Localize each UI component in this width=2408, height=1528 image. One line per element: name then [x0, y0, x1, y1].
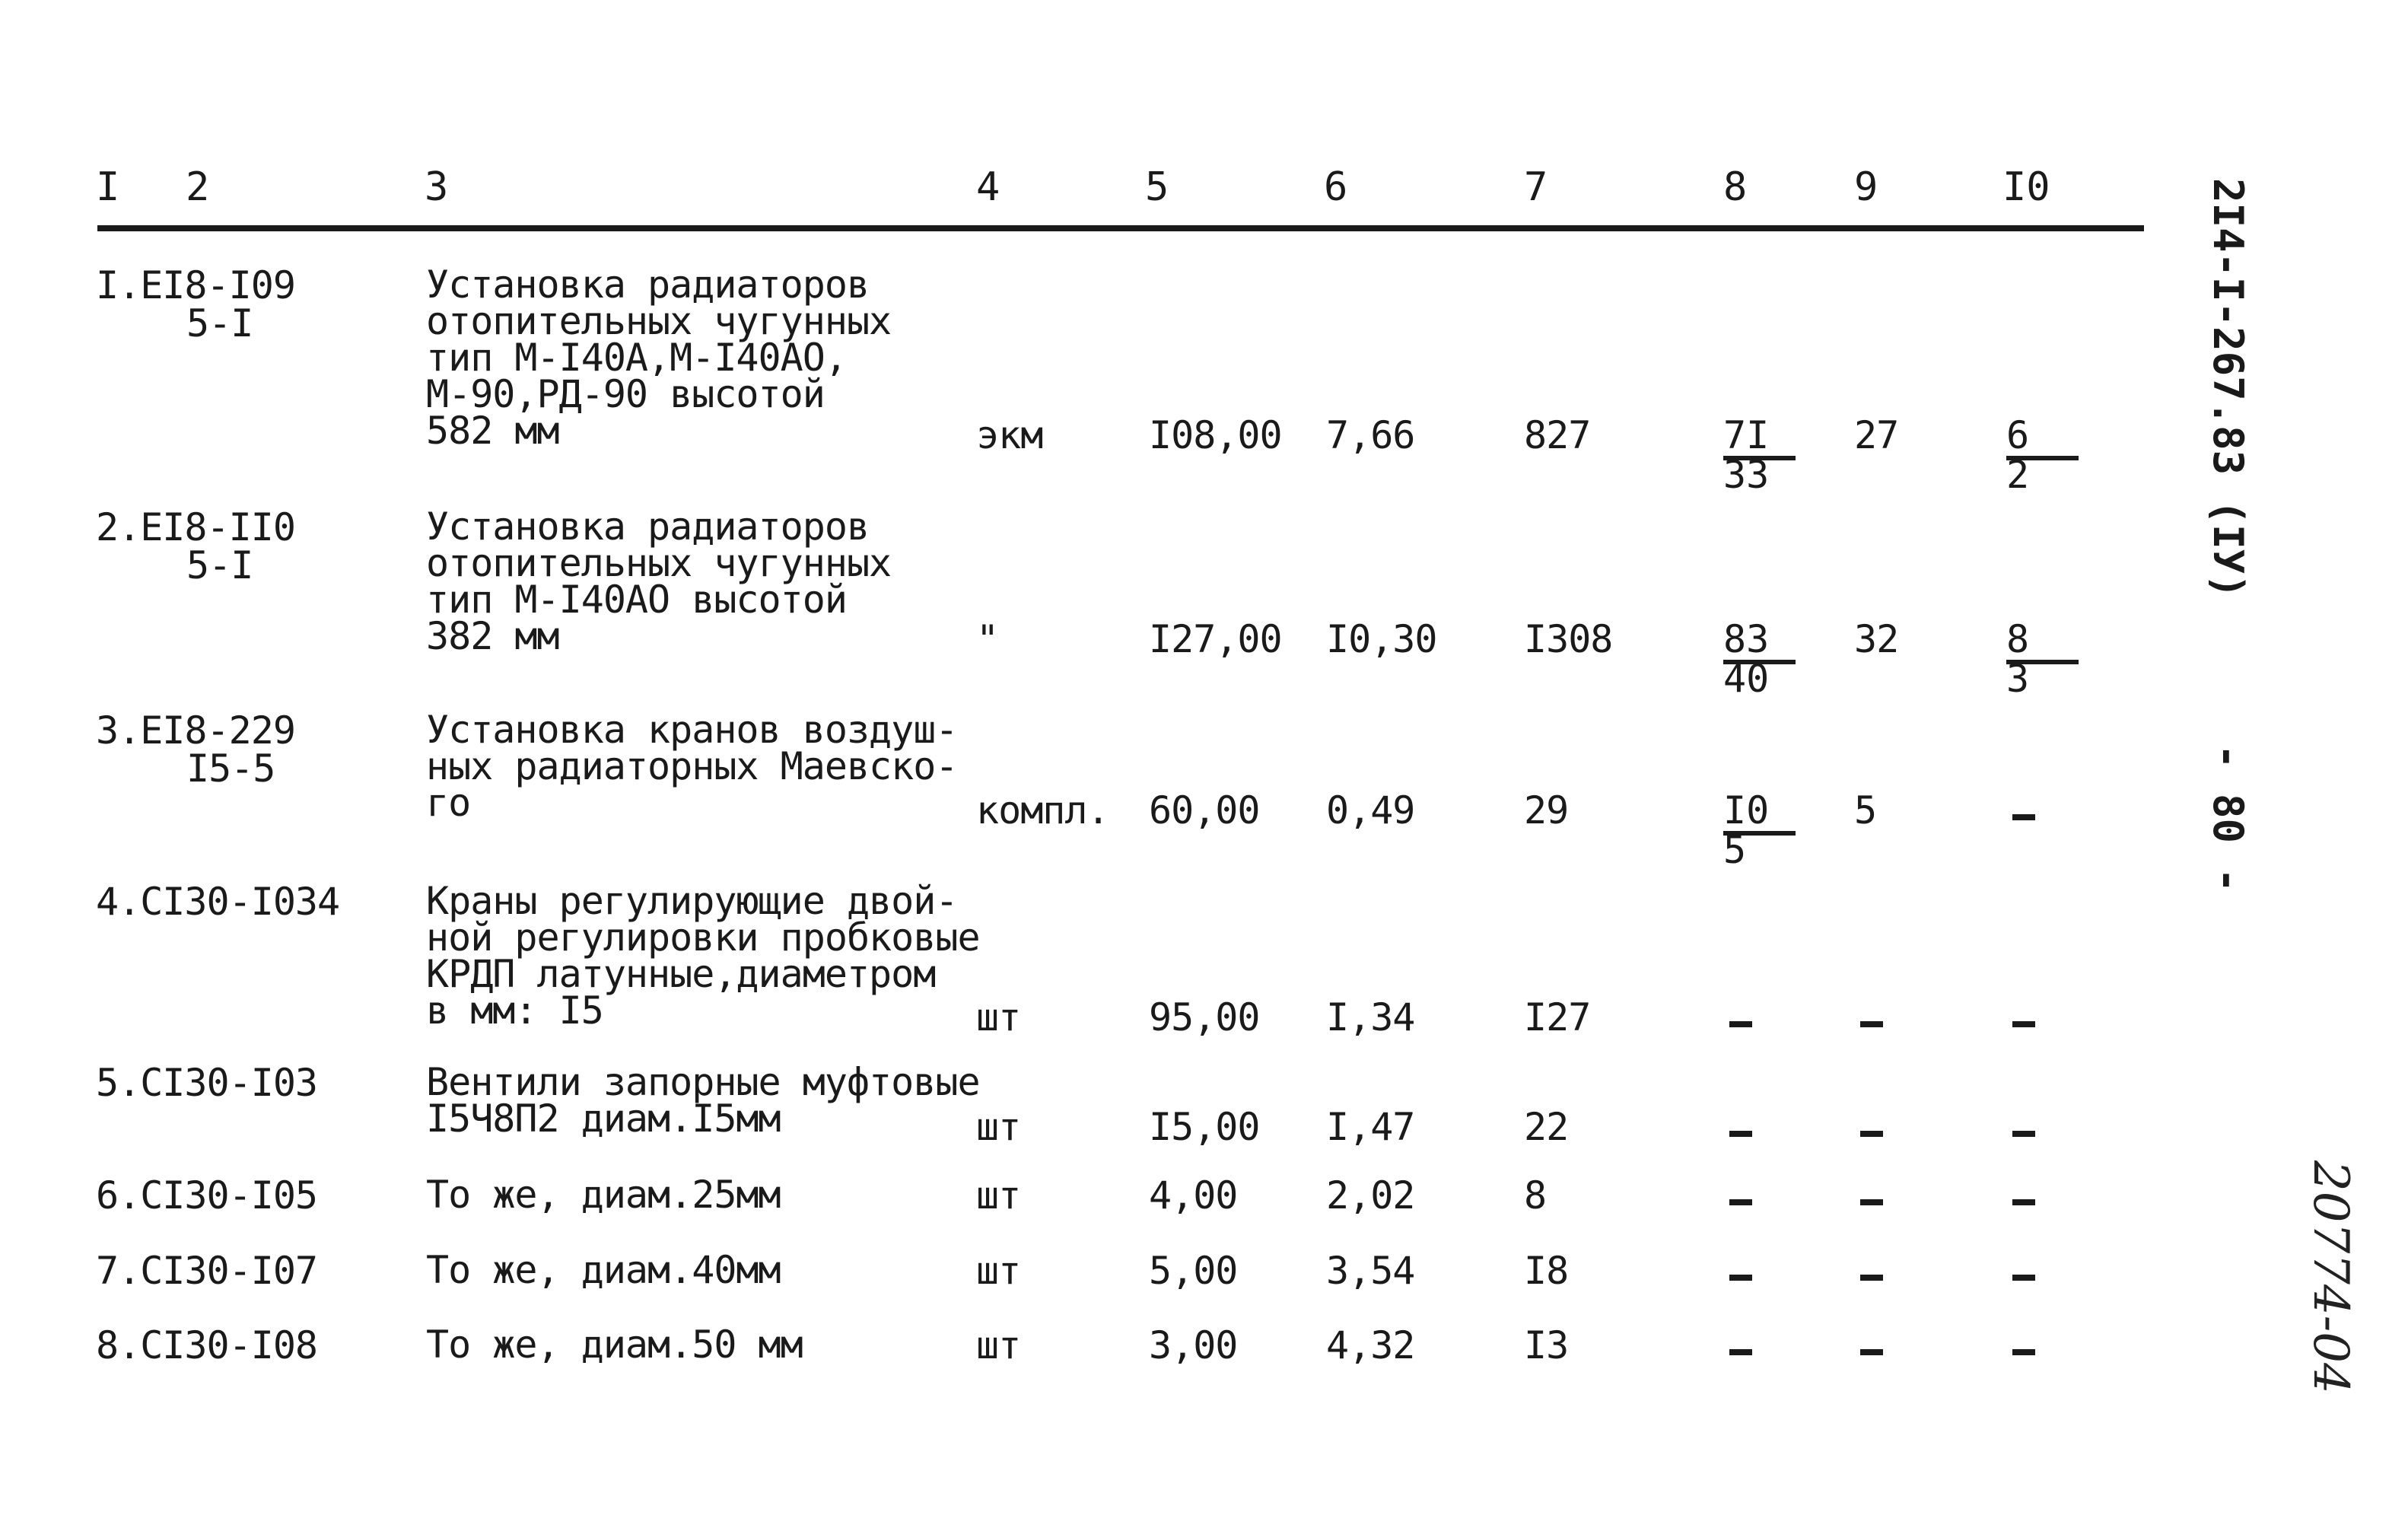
row-code: 3.EI8-229 [96, 708, 295, 753]
row-code: 2.EI8-II0 [96, 505, 295, 549]
cell-7: 827 [1524, 413, 1591, 457]
column-header-7: 7 [1524, 164, 1548, 210]
row-code: 6.CI30-I05 [96, 1173, 318, 1218]
row-description: Краны регулирующие двой- ной регулировки пробковые КРДП латунные,диаметром в мм: I5 [426, 879, 980, 1033]
cell-unit: шт [976, 1323, 1021, 1367]
cell-7: 22 [1524, 1105, 1569, 1149]
column-header-8: 8 [1723, 164, 1748, 210]
header-rule [97, 225, 2144, 231]
cell-quantity: 95,00 [1149, 995, 1260, 1039]
fraction-c10 [2006, 617, 2079, 701]
row-code: 5.CI30-I03 [96, 1061, 318, 1105]
fraction-numerator: 83 [1723, 617, 1770, 661]
cell-9: 5 [1854, 788, 1877, 832]
handwritten-number: 20774-04 [2302, 1160, 2359, 1394]
fraction-c8 [1723, 413, 1796, 497]
cell-unit: шт [976, 1173, 1021, 1218]
dash-c8 [1729, 1021, 1752, 1027]
dash-c9 [1860, 1199, 1883, 1205]
column-header-5: 5 [1145, 164, 1169, 210]
dash-c10 [2012, 1275, 2035, 1281]
column-header-1: I [96, 164, 120, 210]
cell-unit: компл. [976, 788, 1109, 832]
dash-c8 [1729, 1275, 1752, 1281]
cell-9: 27 [1854, 413, 1899, 457]
row-description: Установка радиаторов отопительных чугунных тип М-I40А,М-I40АО, М-90,РД-90 высотой 582 мм [426, 263, 892, 453]
cell-6: I0,30 [1326, 617, 1437, 661]
row-subcode: 5-I [186, 301, 253, 345]
row-description: Установка кранов воздуш- ных радиаторных Маевско- го [426, 708, 958, 825]
cell-6: I,47 [1326, 1105, 1415, 1149]
fraction-denominator: 5 [1723, 828, 1747, 872]
cell-7: I308 [1524, 617, 1613, 661]
cell-quantity: 4,00 [1149, 1173, 1238, 1218]
cell-unit: шт [976, 1105, 1021, 1149]
column-header-2: 2 [186, 164, 210, 210]
fraction-c8 [1723, 617, 1796, 701]
row-description: То же, диам.25мм [426, 1173, 781, 1217]
cell-unit: шт [976, 995, 1021, 1039]
dash-c10 [2012, 1021, 2035, 1027]
cell-7: 8 [1524, 1173, 1547, 1218]
cell-6: 0,49 [1326, 788, 1415, 832]
row-code: 7.CI30-I07 [96, 1249, 318, 1293]
cell-quantity: 3,00 [1149, 1323, 1238, 1367]
dash-c10 [2012, 814, 2035, 820]
dash-c10 [2012, 1131, 2035, 1137]
fraction-c10 [2006, 413, 2079, 497]
row-description: Установка радиаторов отопительных чугунных тип М-I40АО высотой 382 мм [426, 505, 892, 658]
cell-9: 32 [1854, 617, 1899, 661]
cell-6: I,34 [1326, 995, 1415, 1039]
row-subcode: 5-I [186, 543, 253, 587]
row-code: 8.CI30-I08 [96, 1323, 318, 1367]
column-header-3: 3 [425, 164, 449, 210]
column-header-4: 4 [976, 164, 1000, 210]
cell-6: 3,54 [1326, 1249, 1415, 1293]
cell-quantity: I27,00 [1149, 617, 1282, 661]
row-code: I.EI8-I09 [96, 263, 295, 307]
fraction-denominator: 33 [1723, 453, 1770, 497]
dash-c8 [1729, 1199, 1752, 1205]
fraction-numerator: 8 [2006, 617, 2030, 661]
dash-c10 [2012, 1199, 2035, 1205]
cell-unit: шт [976, 1249, 1021, 1293]
cell-7: 29 [1524, 788, 1569, 832]
row-description: Вентили запорные муфтовые I5Ч8П2 диам.I5мм [426, 1060, 980, 1141]
cell-unit: " [976, 617, 999, 661]
fraction-numerator: I0 [1723, 788, 1770, 832]
row-code: 4.CI30-I034 [96, 880, 340, 924]
dash-c8 [1729, 1131, 1752, 1137]
fraction-numerator: 6 [2006, 413, 2030, 457]
dash-c9 [1860, 1021, 1883, 1027]
dash-c8 [1729, 1349, 1752, 1355]
fraction-numerator: 7I [1723, 413, 1770, 457]
column-header-9: 9 [1854, 164, 1878, 210]
cell-quantity: I5,00 [1149, 1105, 1260, 1149]
cell-quantity: 60,00 [1149, 788, 1260, 832]
fraction-denominator: 3 [2006, 657, 2030, 701]
cell-quantity: 5,00 [1149, 1249, 1238, 1293]
page-number: - 80 - [2204, 744, 2252, 893]
cell-6: 2,02 [1326, 1173, 1415, 1218]
dash-c9 [1860, 1131, 1883, 1137]
dash-c9 [1860, 1349, 1883, 1355]
document-number: 2I4-I-267.83 (IУ) [2204, 178, 2252, 599]
fraction-c8 [1723, 788, 1796, 872]
cell-quantity: I08,00 [1149, 413, 1282, 457]
dash-c9 [1860, 1275, 1883, 1281]
fraction-denominator: 2 [2006, 453, 2030, 497]
row-subcode: I5-5 [186, 746, 275, 791]
row-description: То же, диам.50 мм [426, 1323, 803, 1367]
column-header-10: I0 [2002, 164, 2050, 210]
cell-unit: экм [976, 413, 1043, 457]
cell-7: I3 [1524, 1323, 1569, 1367]
cell-6: 7,66 [1326, 413, 1415, 457]
column-header-6: 6 [1324, 164, 1348, 210]
dash-c10 [2012, 1349, 2035, 1355]
cell-7: I8 [1524, 1249, 1569, 1293]
cell-7: I27 [1524, 995, 1591, 1039]
row-description: То же, диам.40мм [426, 1248, 781, 1292]
cell-6: 4,32 [1326, 1323, 1415, 1367]
fraction-denominator: 40 [1723, 657, 1770, 701]
